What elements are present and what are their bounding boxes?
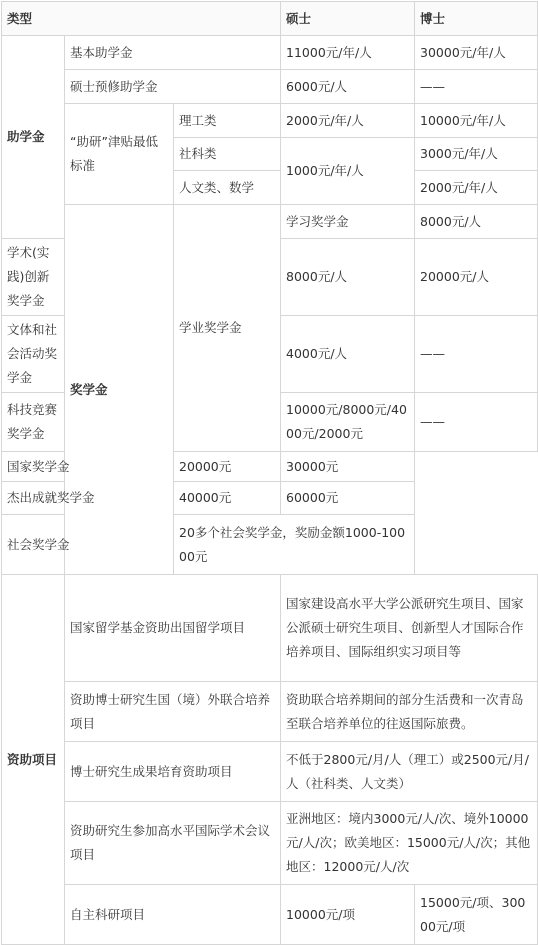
header-type: 类型 (2, 2, 281, 36)
category-zizhu: 资助项目 (2, 575, 65, 945)
table-row (2, 515, 538, 575)
table-row (2, 575, 538, 682)
master-value: 1000元/年/人 (281, 138, 415, 205)
master-value: 8000元/人 (281, 239, 415, 316)
row-label: 自主科研项目 (65, 885, 281, 945)
row-label: 资助研究生参加高水平国际学术会议项目 (65, 802, 281, 885)
master-value: 6000元/人 (281, 70, 415, 104)
merged-value: 不低于2800元/月/人（理工）或2500元/月/人（社科类、人文类） (281, 742, 538, 802)
phd-value: 10000元/年/人 (415, 104, 538, 138)
phd-value: 3000元/年/人 (415, 138, 538, 171)
phd-value: —— (415, 316, 538, 393)
row-label: 国家留学基金资助出国留学项目 (65, 575, 281, 682)
row-label: 人文类、数学 (174, 171, 281, 205)
master-value: 4000元/人 (281, 316, 415, 393)
table-row (2, 70, 538, 104)
row-label: 国家奖学金 (2, 452, 174, 482)
phd-value: 30000元 (281, 452, 415, 482)
category-jiangxuejin: 奖学金 (65, 205, 174, 575)
phd-value: 2000元/年/人 (415, 171, 538, 205)
table-row (2, 205, 538, 239)
research-allowance-label: “助研”津贴最低标准 (65, 104, 174, 205)
table-row (2, 682, 538, 742)
merged-value: 国家建设高水平大学公派研究生项目、国家公派硕士研究生项目、创新型人才国际合作培养项目、国际组织实习项目等 (281, 575, 538, 682)
row-label: 社科类 (174, 138, 281, 171)
merged-value: 资助联合培养期间的部分生活费和一次青岛至联合培养单位的往返国际旅费。 (281, 682, 538, 742)
scholarship-table (1, 1, 538, 945)
table-row (2, 104, 538, 138)
header-master: 硕士 (281, 2, 415, 36)
merged-value: 20多个社会奖学金，奖励金额1000-10000元 (174, 515, 415, 575)
category-zhuxuejin: 助学金 (2, 36, 65, 239)
row-label: 文体和社会活动奖学金 (2, 316, 65, 393)
row-label: 社会奖学金 (2, 515, 174, 575)
table-row (2, 802, 538, 885)
row-label: 学习奖学金 (281, 205, 415, 239)
academic-scholarship-label: 学业奖学金 (174, 205, 281, 452)
header-row (2, 2, 538, 36)
phd-value: 60000元 (281, 482, 415, 515)
row-label: 杰出成就奖学金 (2, 482, 174, 515)
master-value: 2000元/年/人 (281, 104, 415, 138)
phd-value: 15000元/项、30000元/项 (415, 885, 538, 945)
phd-value: —— (415, 393, 538, 452)
master-value: 40000元 (174, 482, 281, 515)
phd-value: —— (415, 70, 538, 104)
row-label: 理工类 (174, 104, 281, 138)
master-value: 10000元/项 (281, 885, 415, 945)
table-row (2, 482, 538, 515)
table-row (2, 452, 538, 482)
master-value: 11000元/年/人 (281, 36, 415, 70)
row-label: 学术(实践)创新奖学金 (2, 239, 65, 316)
row-label: 博士研究生成果培育资助项目 (65, 742, 281, 802)
header-phd: 博士 (415, 2, 538, 36)
table-row (2, 885, 538, 945)
master-value: 10000元/8000元/4000元/2000元 (281, 393, 415, 452)
row-label: 资助博士研究生国（境）外联合培养项目 (65, 682, 281, 742)
master-value: 20000元 (174, 452, 281, 482)
phd-value: 30000元/年/人 (415, 36, 538, 70)
row-label: 硕士预修助学金 (65, 70, 281, 104)
row-label: 基本助学金 (65, 36, 281, 70)
merged-value: 亚洲地区：境内3000元/人/次、境外10000元/人/次；欧美地区：15000元/人/次；其他地区：12000元/人/次 (281, 802, 538, 885)
phd-value: 20000元/人 (415, 239, 538, 316)
row-label: 科技竞赛奖学金 (2, 393, 65, 452)
master-value: 8000元/人 (415, 205, 538, 239)
table-row (2, 36, 538, 70)
table-row (2, 742, 538, 802)
